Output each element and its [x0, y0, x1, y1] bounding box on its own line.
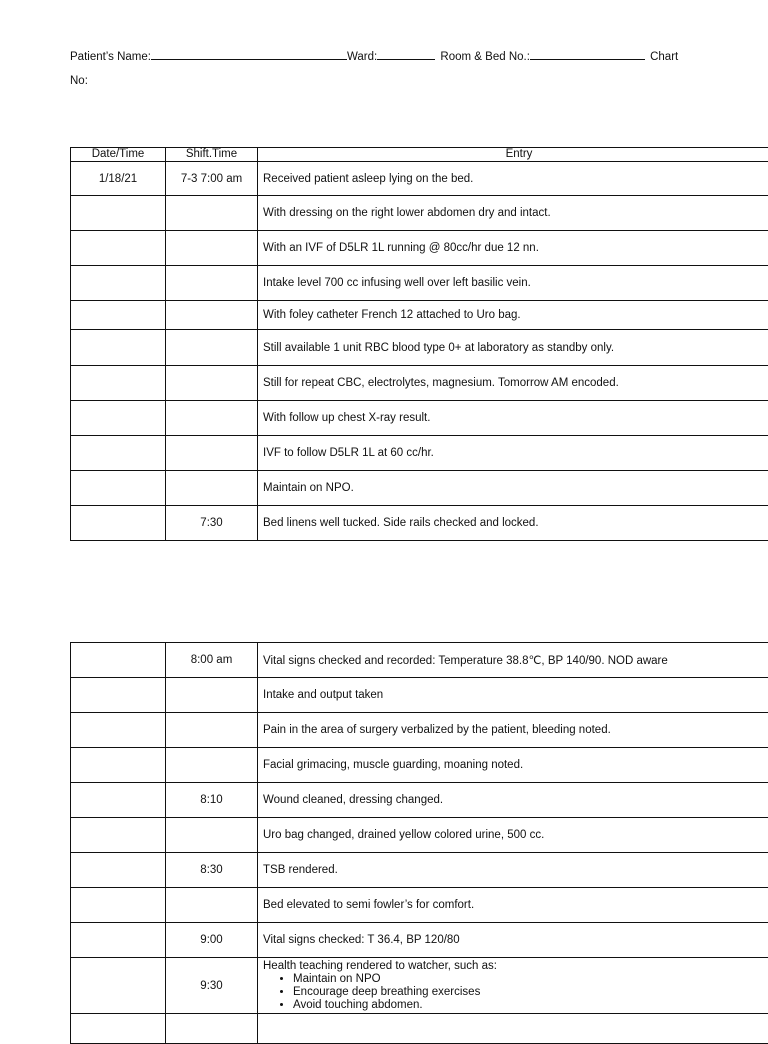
datetime-cell [71, 401, 166, 436]
ward-label: Ward: [347, 51, 377, 63]
datetime-cell [71, 678, 166, 713]
chart-no-label: No: [70, 75, 88, 87]
entry-cell: Vital signs checked and recorded: Temperature 38.8℃, BP 140/90. NOD aware [258, 643, 768, 678]
shift-time-cell [166, 196, 258, 231]
table-1-body [71, 162, 768, 541]
shift-time-cell: 9:00 [166, 923, 258, 958]
table-row [71, 196, 768, 231]
shift-time-cell: 9:30 [166, 958, 258, 1014]
entry-cell: Vital signs checked: T 36.4, BP 120/80 [258, 923, 768, 958]
datetime-cell [71, 436, 166, 471]
entry-cell: Uro bag changed, drained yellow colored urine, 500 cc. [258, 818, 768, 853]
shift-time-cell [166, 678, 258, 713]
table-row [71, 1014, 768, 1044]
patient-name-label: Patient’s Name: [70, 51, 151, 63]
shift-time-cell [166, 231, 258, 266]
table-row [71, 713, 768, 748]
datetime-cell [71, 330, 166, 366]
datetime-cell [71, 301, 166, 330]
nurses-notes-table-1 [70, 147, 768, 541]
health-teaching-item: • Maintain on NPO [293, 973, 768, 986]
column-header-entry: Entry [258, 148, 768, 162]
entry-cell: TSB rendered. [258, 853, 768, 888]
table-row [71, 678, 768, 713]
table-row [71, 853, 768, 888]
table-row [71, 958, 768, 1014]
room-bed-field[interactable] [530, 47, 645, 60]
shift-time-cell [166, 888, 258, 923]
datetime-cell [71, 748, 166, 783]
table-row [71, 162, 768, 196]
shift-time-cell [166, 818, 258, 853]
table-row [71, 783, 768, 818]
table-row [71, 888, 768, 923]
table-row [71, 643, 768, 678]
shift-time-cell: 8:30 [166, 853, 258, 888]
datetime-cell [71, 818, 166, 853]
entry-cell: With follow up chest X-ray result. [258, 401, 768, 436]
patient-name-field[interactable] [151, 47, 347, 60]
entry-cell: Facial grimacing, muscle guarding, moaning noted. [258, 748, 768, 783]
entry-cell: Bed elevated to semi fowler’s for comfort. [258, 888, 768, 923]
entry-cell: With an IVF of D5LR 1L running @ 80cc/hr due 12 nn. [258, 231, 768, 266]
entry-cell: With dressing on the right lower abdomen dry and intact. [258, 196, 768, 231]
entry-cell: With foley catheter French 12 attached to Uro bag. [258, 301, 768, 330]
entry-cell: Pain in the area of surgery verbalized by the patient, bleeding noted. [258, 713, 768, 748]
table-row [71, 266, 768, 301]
datetime-cell [71, 923, 166, 958]
shift-time-cell: 7-3 7:00 am [166, 162, 258, 196]
datetime-cell [71, 713, 166, 748]
room-bed-label: Room & Bed No.: [440, 51, 529, 63]
datetime-cell [71, 231, 166, 266]
patient-header-line [70, 47, 678, 63]
entry-cell: Wound cleaned, dressing changed. [258, 783, 768, 818]
table-row [71, 471, 768, 506]
table-row [71, 330, 768, 366]
datetime-cell [71, 853, 166, 888]
entry-cell: Maintain on NPO. [258, 471, 768, 506]
nurses-notes-table-2 [70, 642, 768, 1044]
datetime-cell [71, 471, 166, 506]
health-teaching-list [263, 973, 768, 1012]
shift-time-cell [166, 436, 258, 471]
entry-cell: Still for repeat CBC, electrolytes, magnesium. Tomorrow AM encoded. [258, 366, 768, 401]
health-teaching-title: Health teaching rendered to watcher, such as: [263, 960, 768, 973]
entry-cell [258, 1014, 768, 1044]
datetime-cell [71, 888, 166, 923]
datetime-cell [71, 958, 166, 1014]
health-teaching-item: • Encourage deep breathing exercises [293, 986, 768, 999]
shift-time-cell [166, 401, 258, 436]
datetime-cell: 1/18/21 [71, 162, 166, 196]
table-row [71, 366, 768, 401]
entry-cell: IVF to follow D5LR 1L at 60 cc/hr. [258, 436, 768, 471]
chart-no-line [70, 75, 88, 87]
column-header-datetime: Date/Time [71, 148, 166, 162]
shift-time-cell: 8:00 am [166, 643, 258, 678]
datetime-cell [71, 1014, 166, 1044]
table-row [71, 506, 768, 541]
shift-time-cell: 8:10 [166, 783, 258, 818]
entry-cell: Intake and output taken [258, 678, 768, 713]
table-header-row [71, 148, 768, 162]
entry-cell [258, 958, 768, 1014]
chart-label: Chart [650, 51, 678, 63]
datetime-cell [71, 783, 166, 818]
ward-field[interactable] [377, 47, 435, 60]
datetime-cell [71, 266, 166, 301]
shift-time-cell [166, 366, 258, 401]
entry-cell: Bed linens well tucked. Side rails checked and locked. [258, 506, 768, 541]
shift-time-cell [166, 301, 258, 330]
column-header-shift: Shift.Time [166, 148, 258, 162]
shift-time-cell: 7:30 [166, 506, 258, 541]
shift-time-cell [166, 471, 258, 506]
shift-time-cell [166, 266, 258, 301]
table-row [71, 401, 768, 436]
health-teaching-item: • Avoid touching abdomen. [293, 999, 768, 1012]
table-row [71, 818, 768, 853]
entry-cell: Intake level 700 cc infusing well over left basilic vein. [258, 266, 768, 301]
shift-time-cell [166, 748, 258, 783]
entry-cell: Received patient asleep lying on the bed. [258, 162, 768, 196]
table-2-body [71, 643, 768, 1044]
table-row [71, 301, 768, 330]
table-row [71, 923, 768, 958]
shift-time-cell [166, 330, 258, 366]
datetime-cell [71, 506, 166, 541]
table-row [71, 436, 768, 471]
table-row [71, 748, 768, 783]
table-row [71, 231, 768, 266]
entry-cell: Still available 1 unit RBC blood type 0+ at laboratory as standby only. [258, 330, 768, 366]
datetime-cell [71, 196, 166, 231]
datetime-cell [71, 643, 166, 678]
datetime-cell [71, 366, 166, 401]
shift-time-cell [166, 1014, 258, 1044]
shift-time-cell [166, 713, 258, 748]
